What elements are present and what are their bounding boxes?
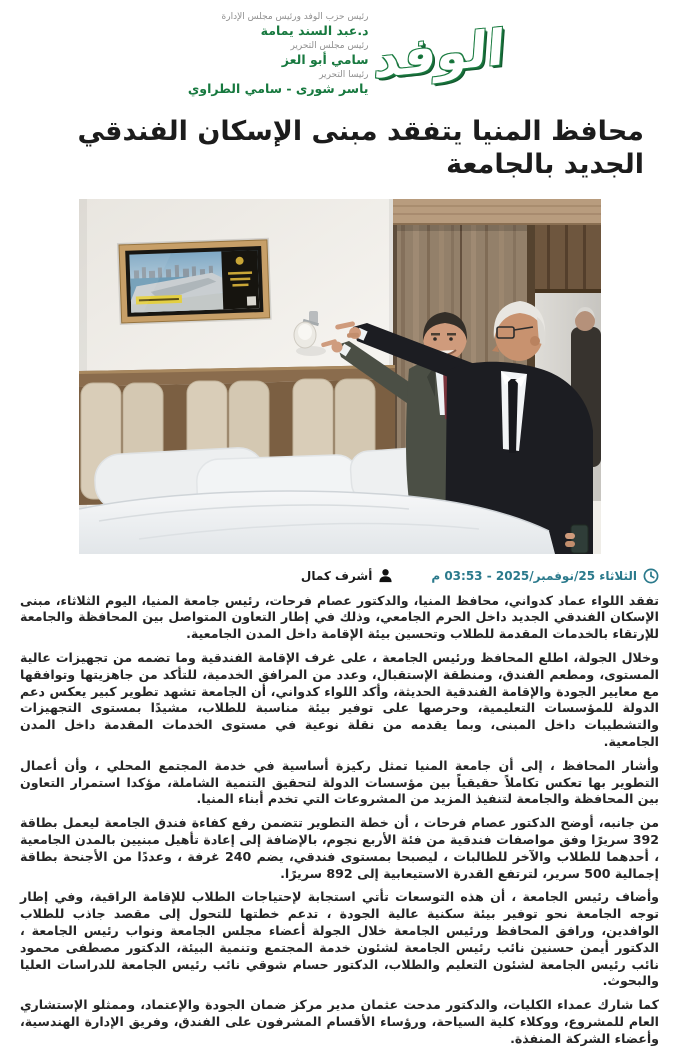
staff-role: رئيس مجلس التحرير — [290, 40, 369, 51]
article-paragraph: من جانبه، أوضح الدكتور عصام فرحات ، أن خطة التطوير تتضمن رفع كفاءة فندق الجامعة ليعمل بطاقة 392 سريرًا وفق مواصفات فندقية من فئة الأربع نجوم، بالإضافة إلى إعادة تأهيل مبنيين بالمدن الجامعية ، أحدهما للطلاب والآخر للطالبات ، ليصبحا بمستوى فندقي، يضم 240 غرفة ، وعددًا من الأجنحة بطاقة إجمالية 500 سرير، لترتفع القدرة الاستيعابية إلى 892 سريرًا. — [20, 815, 659, 881]
publish-date: الثلاثاء 25/نوفمبر/2025 - 03:53 م — [431, 568, 637, 583]
article-paragraph: تفقد اللواء عماد كدواني، محافظ المنيا، والدكتور عصام فرحات، رئيس جامعة المنيا، اليوم الثلاثاء، مبنى الإسكان الفندقي الجديد داخل الحرم الجامعي، وذلك في إطار التعاون المتواصل بين المحافظة والجامعة للإرتقاء بالخدمات المقدمة للطلاب وتحسين بيئة الإقامة داخل المدن الجامعية. — [20, 592, 659, 642]
staff-name: سامي أبو العز — [281, 52, 369, 68]
staff-entry — [282, 41, 369, 68]
staff-role: رئيس حزب الوفد ورئيس مجلس الإدارة — [221, 12, 369, 22]
author-group[interactable] — [301, 568, 393, 583]
staff-name: ياسر شورى - سامي الطراوي — [187, 81, 369, 96]
author-name: أشرف كمال — [300, 568, 373, 583]
article-headline: محافظ المنيا يتفقد مبنى الإسكان الفندقي الجديد بالجامعة — [77, 115, 644, 180]
masthead-staff-list — [179, 12, 369, 97]
masthead — [0, 0, 679, 97]
hotel-room-photo-illustration — [79, 199, 601, 554]
staff-role: رئيسا التحرير — [319, 69, 369, 80]
article-byline — [20, 568, 659, 584]
clock-icon — [643, 568, 659, 584]
staff-entry — [188, 70, 369, 97]
publish-date-group — [431, 568, 659, 584]
author-icon — [378, 568, 393, 583]
article-paragraph: كما شارك عمداء الكليات، والدكتور مدحت عثمان مدير مركز ضمان الجودة والإعتماد، وممثلو الإستشاري العام للمشروع، ووكلاء كلية السياحة، ورؤساء الأقسام المشرفون على الفندق، وفريق الإدارة الهندسية، وأعضاء الشركة المنفذة. — [20, 997, 659, 1046]
alwafd-logo-text: الوفد — [372, 18, 507, 90]
alwafd-logo[interactable] — [372, 12, 507, 96]
staff-entry — [222, 12, 369, 39]
article-paragraph: وخلال الجولة، اطلع المحافظ ورئيس الجامعة ، على غرف الإقامة الفندقية وما تضمه من تجهيزات عالية المستوى، ومطعم الفندق، ومنطقة الإستقبال، وعدد من المرافق الخدمية، للتأكد من جاهزيتها وتوافقها مع معايير الجودة والإقامة الفندقية الحديثة، وأكد اللواء كدواني، أن الجامعة تشهد تطوير كبير يعكس دعم الدولة للمؤسسات التعليمية، وحرصها على توفير بيئة مناسبة للطلاب، مشيدًا بمستوى التجهيزات والتشطيبات داخل المبنى، وبما يقدمه من نقلة نوعية في مستوى الخدمات المقدمة داخل المدن الجامعية. — [20, 650, 659, 749]
article-paragraph: وأضاف رئيس الجامعة ، أن هذه التوسعات تأتي استجابة لإحتياجات الطلاب للإقامة الراقية، وفي إطار توجه الجامعة نحو توفير بيئة سكنية عالية الجودة ، تدعم خطتها للتحول إلى مقصد جاذب للطلاب الوافدين، ورافق المحافظ ورئيس الجامعة خلال الجولة أعضاء مجلس الجامعة ونواب رئيس الجامعة ، الدكتور أيمن حسنين نائب رئيس الجامعة لشئون خدمة المجتمع وتنمية البيئة، الدكتور مصطفى محمود نائب رئيس الجامعة لشئون التعليم والطلاب، الدكتور حسام شوقي نائب رئيس الجامعة للدراسات العليا والبحوث. — [20, 889, 659, 989]
article-body — [20, 593, 659, 1048]
staff-name: د.عبد السند يمامة — [260, 23, 369, 39]
article-paragraph: وأشار المحافظ ، إلى أن جامعة المنيا تمثل ركيزة أساسية في خدمة المجتمع المحلي ، وأن أعمال التطوير بها تعكس تكاملاً حقيقياً بين مؤسسات الدولة لتحقيق التنمية الشاملة، مؤكدا استمرار التعاون بين المحافظة والجامعة لتنفيذ المزيد من المشروعات التي تخدم أبناء المنيا. — [20, 757, 659, 807]
article-photo — [79, 199, 601, 554]
